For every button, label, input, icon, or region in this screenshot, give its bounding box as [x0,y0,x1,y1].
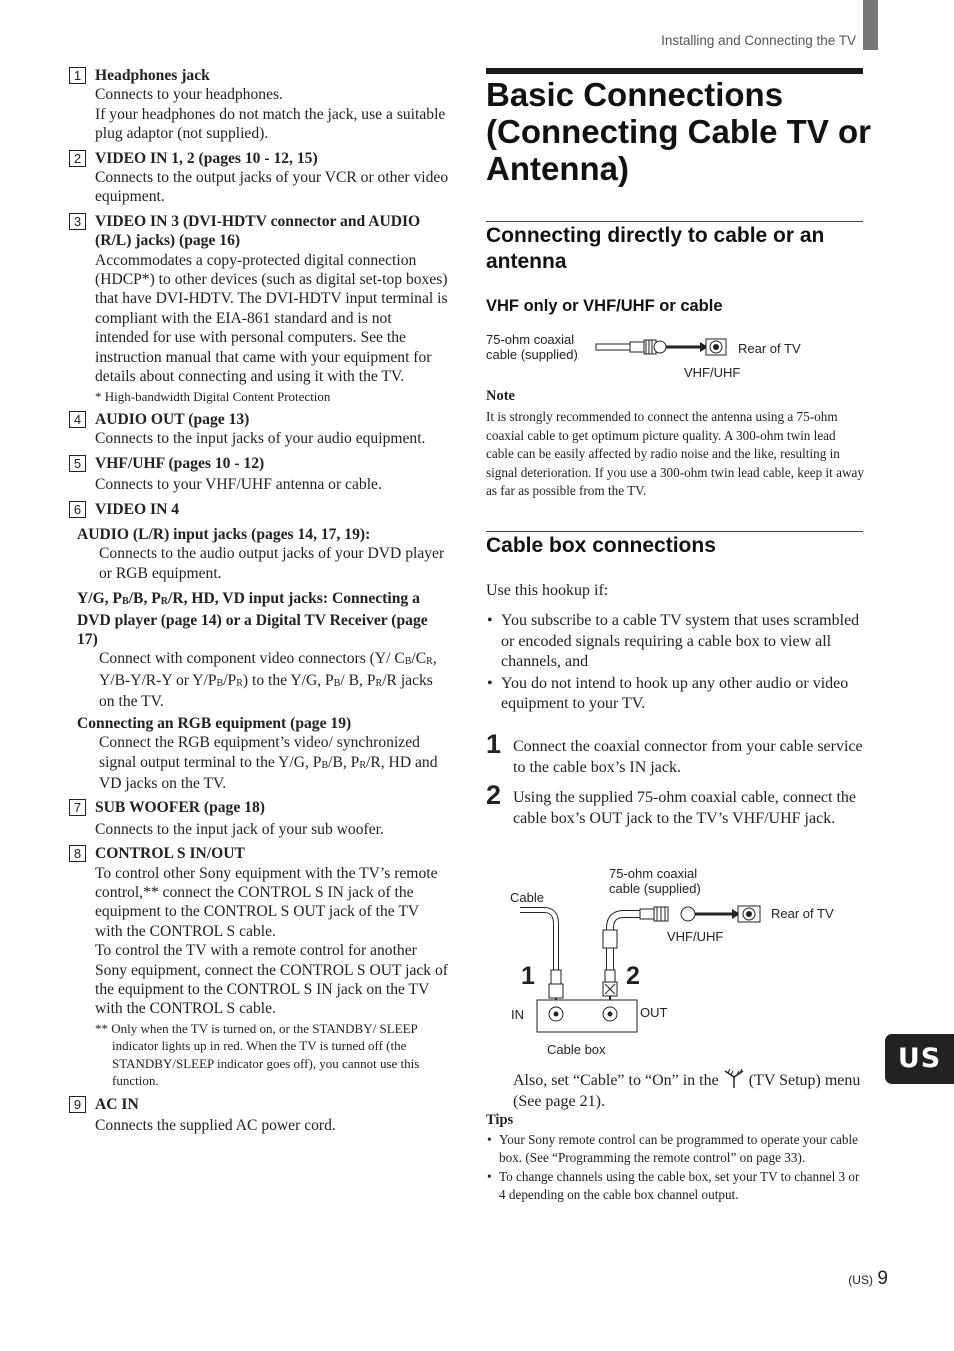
item-footnote: * High-bandwidth Digital Content Protection [95,388,331,404]
step-text: Using the supplied 75-ohm coaxial cable, connect the cable box’s OUT jack to the TV’s VHF/UHF jack. [513,789,857,827]
item-body: Accommodates a copy-protected digital connection (HDCP*) to other devices (such as digital set-top boxes) that have DVI-HDTV. The DVI-HDTV input terminal is compliant with the EIA-861 standard and is not intended for use with personal computers. See the instruction manual that came with your equipment for details about connecting and using it with the TV. [95,251,448,386]
page-title: Basic Connections (Connecting Cable TV or Antenna) [486,76,872,187]
item-control-s [69,844,449,1090]
step-2 [486,780,863,829]
coaxial-cable-diagram [594,334,734,362]
item-body: To control other Sony equipment with the TV’s remote control,** connect the CONTROL S IN jack of the equipment to the CONTROL S OUT jack of the TV with the CONTROL S cable. To control the TV with a remote control for another Sony equipment, connect the CONTROL S OUT jack of the equipment to the CONTROL S IN jack on the TV with the CONTROL S cable. [95,864,448,1018]
list-item: • To change channels using the cable box, set your TV to channel 3 or 4 depending on the cable box channel output. [486,1168,864,1204]
item-footnote: ** Only when the TV is turned on, or the STANDBY/ SLEEP indicator lights up in red. When the TV is turned off (the STANDBY/SLEEP indicator goes off), you cannot use this function. [95,1020,420,1089]
rgb-input-block [77,714,449,794]
jack-descriptions [69,66,449,1141]
title-bar-rule [486,68,863,74]
item-video-in-1-2 [69,149,449,207]
item-body: Connects to the input jack of your sub woofer. [95,820,384,838]
hookup-intro: Use this hookup if: [486,582,609,599]
component-input-title: Y/G, $P_B/B$, $P_R/R$, HD, VD input jacks: Connecting a DVD player (page 14) or a Digital TV Receiver (page 17) [77,590,428,649]
item-title: VIDEO IN 1, 2 (pages 10 - 12, 15) [95,149,318,167]
diagram1-jack-label: VHF/UHF [684,365,741,380]
item-title: VIDEO IN 4 [95,500,180,518]
item-body: Connects to the output jacks of your VCR or other video equipment. [95,169,449,206]
diagram2-marker-2: 2 [626,962,640,990]
tv-setup-antenna-icon [723,1067,745,1089]
diagram2-rear-label: Rear of TV [771,906,834,921]
item-title: VHF/UHF (pages 10 - 12) [95,454,265,472]
list-item: • You do not intend to hook up any other audio or video equipment to your TV. [486,674,863,715]
header-tab-marker [863,0,878,50]
diagram1-cable-label: 75-ohm coaxial cable (supplied) [486,332,578,362]
item-number: 6 [69,501,86,518]
item-headphones [69,66,449,144]
item-number: 7 [69,799,86,816]
item-body: Connects to your VHF/UHF antenna or cable. [95,476,382,494]
hookup-bullets [486,611,863,716]
note-title: Note [486,388,515,404]
diagram2-cable-label: Cable [510,890,544,905]
item-audio-out [69,410,449,449]
subheading-vhf: VHF only or VHF/UHF or cable [486,297,723,315]
item-number: 3 [69,213,86,230]
item-title: AUDIO OUT (page 13) [95,411,250,428]
component-input-body: Connect with component video connectors (Y/ $C_B/C_R$, Y/B-Y/R-Y or $Y/P_B/P_R$) to the Y/G, $P_B/$ B, $P_R/R$ jacks on the TV. [99,650,437,711]
item-title: VIDEO IN 3 (DVI-HDTV connector and AUDIO (R/L) jacks) (page 16) [95,212,421,250]
item-vhf-uhf [69,454,449,495]
item-title: SUB WOOFER (page 18) [95,799,265,817]
item-video-in-3 [69,212,449,405]
region-tab: US [885,1034,954,1084]
cable-setting-note: Also, set “Cable” to “On” in the (TV Setup) menu (See page 21). [513,1067,865,1112]
note-text: It is strongly recommended to connect the antenna using a 75-ohm coaxial cable to get optimum picture quality. A 300-ohm twin lead cable can be easily affected by radio noise and the like, resulting in signal deterioration. If you use a 300-ohm twin lead cable, keep it away as far as possible from the TV. [486,409,864,498]
diagram1-rear-label: Rear of TV [738,341,801,356]
item-video-in-4 [69,500,449,794]
diagram2-coax-label: 75-ohm coaxial cable (supplied) [609,866,701,896]
step-text: Connect the coaxial connector from your cable service to the cable box’s IN jack. [513,738,863,776]
diagram2-out-label: OUT [640,1005,668,1020]
audio-input-body: Connects to the audio output jacks of your DVD player or RGB equipment. [99,545,445,582]
diagram2-marker-1: 1 [521,962,535,990]
item-sub-woofer [69,798,449,839]
item-number: 8 [69,845,86,862]
tips-title: Tips [486,1112,514,1128]
list-item: • Your Sony remote control can be programmed to operate your cable box. (See “Programming the remote control” on page 33). [486,1131,864,1167]
audio-input-title: AUDIO (L/R) input jacks (pages 14, 17, 19): [77,526,371,544]
item-number: 5 [69,455,86,472]
diagram2-in-label: IN [511,1007,524,1022]
step-number: 1 [486,729,502,759]
item-number: 9 [69,1096,86,1113]
section-divider [486,221,863,222]
item-number: 4 [69,411,86,428]
item-title: AC IN [95,1095,139,1113]
item-number: 2 [69,150,86,167]
diagram2-jack-label: VHF/UHF [667,929,724,944]
diagram2-cable-box-label: Cable box [547,1042,606,1057]
rgb-input-body: Connect the RGB equipment’s video/ synchronized signal output terminal to the Y/G, $P_B/B$, $P_R/R$, HD and VD jacks on the TV. [99,734,438,792]
item-ac-in [69,1095,449,1136]
page-number: (US) 9 [848,1268,888,1289]
section-heading-direct: Connecting directly to cable or an antenna [486,224,825,273]
audio-input-block [77,525,449,583]
component-input-block [77,589,449,711]
item-title: Headphones jack [95,67,210,84]
rgb-input-title: Connecting an RGB equipment (page 19) [77,714,352,732]
item-body: Connects to your headphones. If your headphones do not match the jack, use a suitable plug adaptor (not supplied). [95,86,446,143]
item-number: 1 [69,67,86,84]
item-body: Connects to the input jacks of your audio equipment. [95,430,426,448]
item-body: Connects the supplied AC power cord. [95,1117,336,1135]
running-header: Installing and Connecting the TV [661,33,856,48]
tips-list [486,1131,864,1205]
section-heading-cable-box: Cable box connections [486,534,716,557]
item-title: CONTROL S IN/OUT [95,845,245,863]
step-1 [486,729,863,778]
list-item: • You subscribe to a cable TV system that uses scrambled or encoded signals requiring a cable box to view all channels, and [486,611,863,673]
section-divider [486,531,863,532]
step-number: 2 [486,780,502,810]
